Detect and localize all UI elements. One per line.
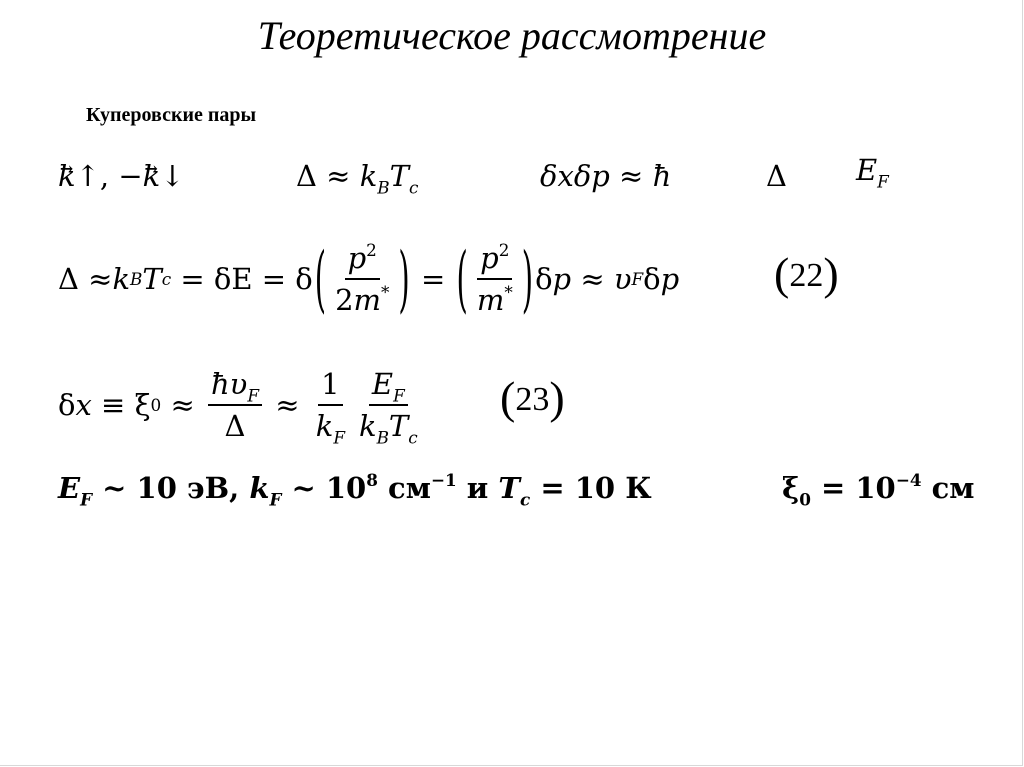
frac1-den-2: 2 — [335, 283, 354, 317]
eq23-number-value: 23 — [515, 381, 550, 418]
eq23-x: x — [75, 388, 92, 422]
val-xi-value: = 10 — [810, 471, 896, 505]
eq23-approx: ≈ — [161, 388, 204, 422]
frac2-den-m: m — [476, 283, 505, 317]
frac-kf-k: k — [315, 409, 334, 443]
left-paren-2: ( — [456, 235, 468, 321]
frac-one: 1 — [321, 367, 340, 401]
val-kf-value: ~ 10 — [281, 471, 367, 505]
val-tc-sub: c — [520, 489, 531, 510]
frac1-den-star: * — [381, 281, 390, 302]
temperature-sub: c — [408, 177, 419, 198]
temperature-t: T — [389, 159, 409, 193]
val-xi-exp: −4 — [895, 469, 922, 490]
delta-symbol: Δ — [766, 159, 787, 193]
frac1-num-exp: 2 — [366, 239, 377, 260]
eq22-p2: p — [660, 262, 680, 296]
frac-hbar-v-sub: F — [247, 385, 259, 406]
boltzmann-k: k — [359, 159, 378, 193]
slide-subtitle: Куперовские пары — [86, 104, 257, 126]
val-ef-sub: F — [80, 489, 93, 510]
eq22-lhs: Δ ≈ — [58, 262, 113, 296]
frac2-num-exp: 2 — [498, 239, 510, 260]
eq23-equiv: ≡ ξ — [91, 388, 151, 422]
equation-22: Δ ≈ k B T c = δE = δ ( $\frac{p^2}{2m^*}$ ) = ( $\frac{p^2}{m^*}$ ) δ p ≈ υ F δ p — [58, 235, 680, 321]
parameter-values — [58, 469, 652, 510]
val-ef-e: E — [58, 471, 81, 505]
frac-hbar-v: ħυ — [211, 367, 248, 401]
left-paren: ( — [314, 235, 327, 321]
hbar-symbol: ħ — [652, 159, 672, 193]
val-xi-sub: 0 — [799, 489, 811, 510]
eq22-equals: = — [411, 262, 455, 296]
k-vector: → k — [58, 158, 76, 194]
equation-number-23: (23) — [500, 372, 565, 423]
val-ef-value: ~ 10 эВ, — [92, 471, 250, 505]
eq23-delta: δ — [58, 388, 76, 422]
fermi-sub: F — [877, 171, 889, 192]
frac2-den-star: * — [504, 281, 513, 302]
eq22-approx: ≈ — [571, 262, 614, 296]
val-kf-unit: см — [377, 471, 431, 505]
eq22-delta: δ — [535, 262, 553, 296]
frac-kb-sub: B — [376, 427, 389, 448]
eq22-mid: = δE = δ — [171, 262, 313, 296]
frac-kf-sub: F — [333, 427, 345, 448]
equation-number-22: (22) — [774, 248, 839, 299]
equation-23: δ x ≡ ξ 0 ≈ $\frac{ħ\upsilon_F}{\Delta}$ ≈ $\frac{1}{k_F}$ $\frac{E_F}{k_BT_c}$ — [58, 362, 425, 448]
cooper-pair-momenta — [58, 158, 185, 194]
val-and: и — [456, 471, 499, 505]
fermi-e: E — [856, 153, 878, 187]
frac-tc-t: T — [388, 409, 409, 443]
val-kf-unit-exp: −1 — [430, 469, 457, 490]
frac-ef-e: E — [371, 367, 394, 401]
frac-ef-sub: F — [393, 385, 405, 406]
frac1-den-m: m — [353, 283, 382, 317]
eq22-upsilon: υ — [613, 262, 632, 296]
frac1-num-p: p — [347, 241, 367, 275]
boltzmann-sub: B — [377, 177, 390, 198]
eq22-number-value: 22 — [789, 257, 824, 294]
eq22-p: p — [552, 262, 572, 296]
frac-den-delta: Δ — [224, 409, 246, 443]
fraction-p2-m — [474, 238, 516, 320]
val-kf-sub: F — [269, 489, 282, 510]
uncertainty-relation — [540, 158, 671, 194]
k-vector-negative: → k — [143, 158, 161, 194]
right-paren-2: ) — [521, 235, 534, 321]
gap-delta: Δ ≈ — [296, 159, 360, 193]
spin-up-text: ↑, − — [75, 159, 143, 193]
right-paren: ) — [398, 235, 410, 321]
eq22-t: T — [142, 262, 162, 296]
eq22-delta2: δ — [643, 262, 661, 296]
val-tc-value: = 10 К — [530, 471, 652, 505]
fermi-energy-symbol — [856, 152, 889, 192]
fraction-ef-kbtc — [356, 364, 421, 446]
frac-kb-k: k — [358, 409, 377, 443]
frac2-num-p: p — [480, 241, 499, 275]
slide-title: Теоретическое рассмотрение — [257, 13, 767, 58]
val-kf-exp: 8 — [366, 469, 378, 490]
eq23-approx2: ≈ — [265, 388, 309, 422]
frac-tc-sub: c — [408, 427, 418, 448]
fraction-1-kf — [313, 364, 348, 446]
val-kf-k: k — [249, 471, 270, 505]
fraction-p2-2m — [332, 238, 392, 320]
coherence-length-value — [782, 469, 975, 510]
val-xi: ξ — [782, 471, 800, 505]
uncertainty-text: δxδp ≈ — [540, 159, 653, 193]
fraction-hbar-v-delta — [208, 364, 262, 446]
gap-estimate — [296, 158, 419, 198]
spin-down-arrow: ↓ — [160, 159, 185, 193]
eq22-k: k — [112, 262, 131, 296]
val-xi-unit: см — [921, 471, 975, 505]
val-tc-t: T — [498, 471, 520, 505]
